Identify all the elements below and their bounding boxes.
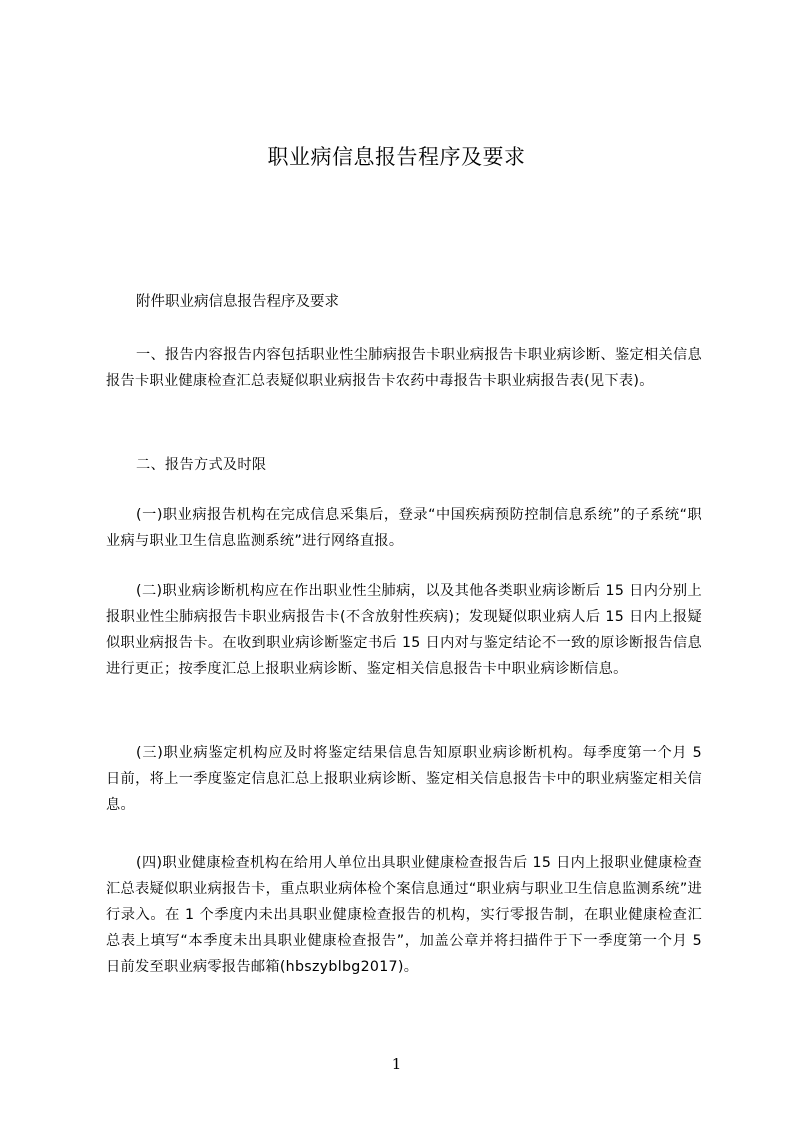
paragraph-item-1: (一)职业病报告机构在完成信息采集后，登录“中国疾病预防控制信息系统”的子系统“职业病与职业卫生信息监测系统”进行网络直报。 bbox=[106, 507, 702, 549]
paragraph-item-2: (二)职业病诊断机构应在作出职业性尘肺病，以及其他各类职业病诊断后 15 日内分别上报职业性尘肺病报告卡职业病报告卡(不含放射性疾病)；发现疑似职业病人后 15 日内上报疑似职业病报告卡。在收到职业病诊断鉴定书后 15 日内对与鉴定结论不一致的原诊断报告信息进行更正；按季度汇总上报职业病诊断、鉴定相关信息报告卡中职业病诊断信息。 bbox=[106, 583, 702, 677]
page-number: 1 bbox=[391, 1055, 402, 1073]
page-title: 职业病信息报告程序及要求 bbox=[267, 145, 526, 169]
section-heading-report-method: 二、报告方式及时限 bbox=[136, 457, 267, 473]
paragraph-report-content: 一、报告内容报告内容包括职业性尘肺病报告卡职业病报告卡职业病诊断、鉴定相关信息报告卡职业健康检查汇总表疑似职业病报告卡农药中毒报告卡职业病报告表(见下表)。 bbox=[106, 347, 702, 389]
paragraph-item-3: (三)职业病鉴定机构应及时将鉴定结果信息告知原职业病诊断机构。每季度第一个月 5 日前，将上一季度鉴定信息汇总上报职业病诊断、鉴定相关信息报告卡中的职业病鉴定相关信息。 bbox=[106, 745, 702, 813]
paragraph-item-4: (四)职业健康检查机构在给用人单位出具职业健康检查报告后 15 日内上报职业健康检查汇总表疑似职业病报告卡，重点职业病体检个案信息通过“职业病与职业卫生信息监测系统”进行录入。在 1 个季度内未出具职业健康检查报告的机构，实行零报告制，在职业健康检查汇总表上填写“本季度未出具职业健康检查报告”，加盖公章并将扫描件于下一季度第一个月 5 日前发至职业病零报告邮箱(hbszyblbg2017)。 bbox=[106, 855, 702, 975]
subtitle: 附件职业病信息报告程序及要求 bbox=[136, 294, 339, 310]
